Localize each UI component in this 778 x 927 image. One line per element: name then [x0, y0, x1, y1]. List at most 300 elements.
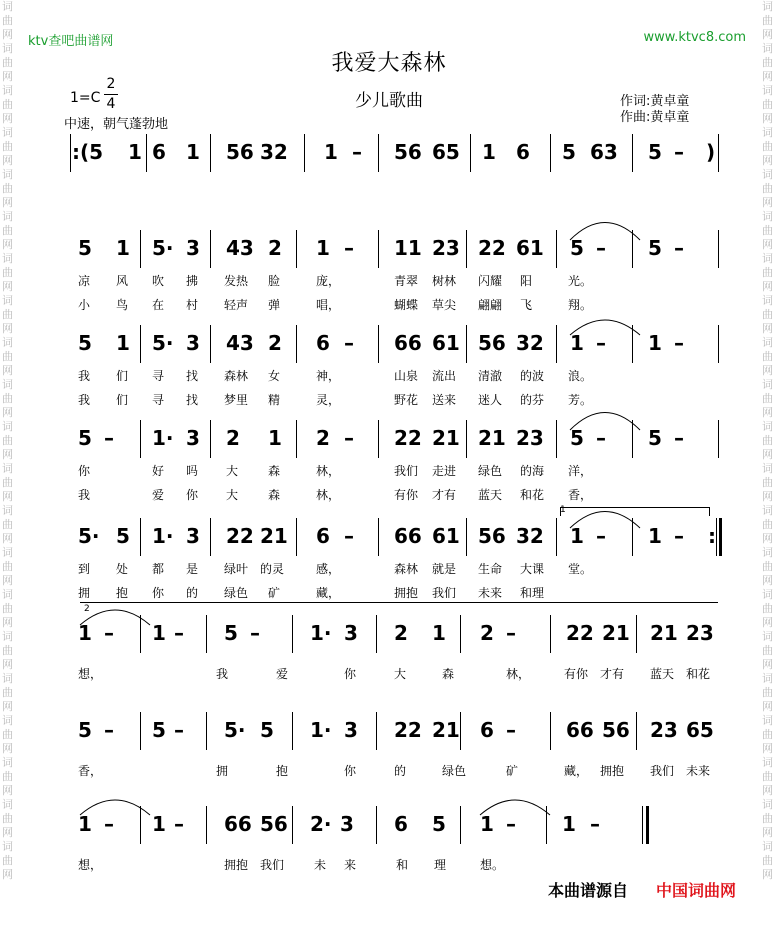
repeat-barline — [716, 518, 717, 556]
note: 6 — [316, 331, 330, 355]
note: 5 — [116, 524, 130, 548]
note: 65 — [432, 140, 460, 164]
lyric: 藏， — [316, 586, 341, 600]
watermark-right: 词曲网词曲网词曲网词曲网词曲网词曲网词曲网词曲网词曲网词曲网词曲网词曲网词曲网词曲网词曲网词曲网词曲网词曲网词曲网词曲网词曲网 — [762, 0, 773, 881]
note: 5 — [432, 812, 446, 836]
note: :(5 — [72, 140, 104, 164]
note: 1 — [570, 331, 584, 355]
note: 61 — [432, 524, 460, 548]
system-7 — [70, 712, 720, 800]
barline — [556, 420, 557, 458]
note: 56 — [478, 331, 506, 355]
lyric: 光。 — [568, 274, 593, 288]
notes-row — [70, 806, 720, 846]
lyric: 神， — [316, 369, 341, 383]
barline — [550, 712, 551, 750]
lyric: 的芬 — [520, 393, 545, 407]
note: 5 — [570, 426, 584, 450]
second-ending-number: 2 — [84, 604, 90, 614]
lyric: 你 — [186, 488, 199, 502]
lyric: 我们 — [432, 586, 457, 600]
note: 65 — [686, 718, 714, 742]
note: – — [104, 426, 114, 450]
note: 2 — [268, 331, 282, 355]
note: 5 — [152, 718, 166, 742]
lyric: 浪。 — [568, 369, 593, 383]
note: 21 — [478, 426, 506, 450]
note: 23 — [686, 621, 714, 645]
lyric: 青翠 — [394, 274, 419, 288]
note: 1 — [648, 331, 662, 355]
note: 21 — [650, 621, 678, 645]
barline — [632, 230, 633, 268]
note: – — [250, 621, 260, 645]
lyric: 送来 — [432, 393, 457, 407]
lyric: 香， — [78, 764, 103, 778]
note: 1 — [268, 426, 282, 450]
barline — [632, 420, 633, 458]
note: 32 — [260, 140, 288, 164]
notes-row — [70, 230, 720, 270]
lyric: 想。 — [480, 858, 505, 872]
note: 6 — [480, 718, 494, 742]
lyric: 感， — [316, 562, 341, 576]
lyric: 翩翩 — [478, 298, 503, 312]
note: 21 — [432, 426, 460, 450]
system-4 — [70, 420, 720, 508]
lyric: 翔。 — [568, 298, 593, 312]
note: 2 — [268, 236, 282, 260]
lyric: 我 — [78, 369, 91, 383]
final-barline-thick — [646, 806, 649, 844]
note: – — [596, 236, 606, 260]
lyric: 我们 — [394, 464, 419, 478]
lyric: 矿 — [506, 764, 519, 778]
lyric: 森林 — [394, 562, 419, 576]
note: 66 — [394, 524, 422, 548]
source-label: 本曲谱源自 — [548, 881, 629, 900]
lyrics-verse-2 — [70, 389, 720, 413]
note: 2 — [480, 621, 494, 645]
note: 5 — [562, 140, 576, 164]
lyric: 闪耀 — [478, 274, 503, 288]
lyric: 未 — [314, 858, 327, 872]
lyric: 风 — [116, 274, 129, 288]
lyric: 和 — [396, 858, 409, 872]
note: 5 — [260, 718, 274, 742]
note: – — [596, 524, 606, 548]
barline — [632, 325, 633, 363]
lyric: 找 — [186, 393, 199, 407]
note: – — [104, 812, 114, 836]
note: 1 — [482, 140, 496, 164]
note: 5 — [78, 236, 92, 260]
lyric: 绿色 — [224, 586, 249, 600]
lyrics-verse-1 — [70, 270, 720, 294]
source-site-link[interactable]: 中国词曲网 — [656, 881, 737, 900]
note: – — [674, 524, 684, 548]
notes-row — [70, 420, 720, 460]
barline — [140, 615, 141, 653]
note: 22 — [394, 426, 422, 450]
note: 1 — [152, 812, 166, 836]
system-5 — [70, 518, 720, 606]
note: 43 — [226, 331, 254, 355]
lyric: 我 — [216, 667, 229, 681]
note: 5 — [78, 331, 92, 355]
lyric: 寻 — [152, 369, 165, 383]
barline — [140, 712, 141, 750]
barline — [296, 518, 297, 556]
barline — [466, 230, 467, 268]
note: 1· — [152, 426, 174, 450]
note: 5 — [648, 426, 662, 450]
note: 2 — [316, 426, 330, 450]
lyric: 森 — [268, 464, 281, 478]
note: 6 — [316, 524, 330, 548]
barline — [206, 806, 207, 844]
lyric: 芳。 — [568, 393, 593, 407]
lyric: 绿叶 — [224, 562, 249, 576]
lyric: 寻 — [152, 393, 165, 407]
system-2 — [70, 230, 720, 318]
note: 61 — [516, 236, 544, 260]
lyric: 拥抱 — [600, 764, 625, 778]
notes-row — [70, 518, 720, 558]
lyric: 香， — [568, 488, 593, 502]
barline — [210, 518, 211, 556]
barline — [296, 325, 297, 363]
note: 3 — [186, 426, 200, 450]
note: 21 — [602, 621, 630, 645]
note: – — [174, 718, 184, 742]
lyrics-verse-1 — [70, 558, 720, 582]
note: 5 — [648, 236, 662, 260]
note: 3 — [186, 524, 200, 548]
note: – — [352, 140, 362, 164]
lyric: 的海 — [520, 464, 545, 478]
note: 61 — [432, 331, 460, 355]
note: 56 — [602, 718, 630, 742]
lyric: 好 — [152, 464, 165, 478]
note: – — [674, 426, 684, 450]
barline — [376, 615, 377, 653]
notes-row — [70, 712, 720, 752]
lyric: 梦里 — [224, 393, 249, 407]
lyric: 森 — [442, 667, 455, 681]
lyric: 的灵 — [260, 562, 285, 576]
lyric: 生命 — [478, 562, 503, 576]
barline — [140, 230, 141, 268]
note: 3 — [344, 718, 358, 742]
composer: 作曲:黄卓童 — [620, 110, 690, 125]
lyric: 森 — [268, 488, 281, 502]
lyric: 抱 — [116, 586, 129, 600]
lyric: 轻声 — [224, 298, 249, 312]
note: 11 — [394, 236, 422, 260]
barline — [304, 134, 305, 172]
lyric: 拥抱 — [394, 586, 419, 600]
note: – — [104, 621, 114, 645]
note: – — [344, 524, 354, 548]
barline — [296, 420, 297, 458]
lyric: 大 — [394, 667, 407, 681]
lyric: 弹 — [268, 298, 281, 312]
lyric: 林， — [316, 488, 341, 502]
lyric: 阳 — [520, 274, 533, 288]
note: – — [104, 718, 114, 742]
note: – — [596, 426, 606, 450]
lyric: 脸 — [268, 274, 281, 288]
note: 5· — [224, 718, 246, 742]
barline — [292, 712, 293, 750]
lyric: 你 — [78, 464, 91, 478]
barline — [556, 325, 557, 363]
lyric: 们 — [116, 393, 129, 407]
note: – — [674, 140, 684, 164]
note: 56 — [394, 140, 422, 164]
barline — [718, 420, 719, 458]
barline — [378, 518, 379, 556]
note: 6 — [394, 812, 408, 836]
lyric: 和理 — [520, 586, 545, 600]
note: 56 — [260, 812, 288, 836]
lyric: 走进 — [432, 464, 457, 478]
first-ending-number: 1 — [560, 505, 566, 515]
note: 21 — [260, 524, 288, 548]
lyrics-verse-2 — [70, 294, 720, 318]
note: 2 — [394, 621, 408, 645]
notes-row — [70, 325, 720, 365]
note: – — [344, 331, 354, 355]
lyric: 唱， — [316, 298, 341, 312]
note: 22 — [394, 718, 422, 742]
lyrics-verse-2 — [70, 484, 720, 508]
barline — [146, 134, 147, 172]
barline — [556, 518, 557, 556]
note: 1 — [78, 621, 92, 645]
barline — [140, 518, 141, 556]
repeat-dots: : — [708, 524, 716, 548]
lyric: 我 — [78, 488, 91, 502]
lyric: 蝴蝶 — [394, 298, 419, 312]
barline — [718, 230, 719, 268]
lyricist: 作词:黄卓童 — [620, 94, 690, 109]
lyric: 草尖 — [432, 298, 457, 312]
lyric: 蓝天 — [650, 667, 675, 681]
barline — [140, 325, 141, 363]
lyric: 想， — [78, 667, 103, 681]
barline — [460, 615, 461, 653]
lyric: 未来 — [478, 586, 503, 600]
lyric: 灵， — [316, 393, 341, 407]
note: 22 — [478, 236, 506, 260]
repeat-barline-thick — [719, 518, 722, 556]
barline — [376, 712, 377, 750]
lyric: 林， — [506, 667, 531, 681]
lyric: 和花 — [686, 667, 711, 681]
barline — [460, 712, 461, 750]
note: 5 — [78, 718, 92, 742]
lyric: 有你 — [394, 488, 419, 502]
note: – — [506, 621, 516, 645]
lyric: 吗 — [186, 464, 199, 478]
lyric: 飞 — [520, 298, 533, 312]
lyric: 找 — [186, 369, 199, 383]
note: 66 — [566, 718, 594, 742]
note: 22 — [226, 524, 254, 548]
note: 1 — [480, 812, 494, 836]
barline — [470, 134, 471, 172]
lyric: 林， — [316, 464, 341, 478]
note: 1 — [116, 236, 130, 260]
lyric: 你 — [344, 667, 357, 681]
lyric: 就是 — [432, 562, 457, 576]
note: – — [344, 236, 354, 260]
note: 1· — [152, 524, 174, 548]
note: 1 — [186, 140, 200, 164]
lyric: 我们 — [650, 764, 675, 778]
note: – — [344, 426, 354, 450]
barline — [550, 615, 551, 653]
lyric: 你 — [152, 586, 165, 600]
note: 1 — [570, 524, 584, 548]
lyric: 小 — [78, 298, 91, 312]
note: 32 — [516, 524, 544, 548]
lyric: 树林 — [432, 274, 457, 288]
tempo-marking: 中速，朝气蓬勃地 — [64, 117, 169, 132]
note: 23 — [432, 236, 460, 260]
lyric: 拥 — [78, 586, 91, 600]
lyric: 洋， — [568, 464, 593, 478]
note: 5 — [224, 621, 238, 645]
lyric: 吹 — [152, 274, 165, 288]
lyric: 的波 — [520, 369, 545, 383]
note: – — [596, 331, 606, 355]
barline — [632, 518, 633, 556]
system-1 — [70, 134, 720, 174]
note: 1 — [316, 236, 330, 260]
lyric: 抱 — [276, 764, 289, 778]
lyric: 想， — [78, 858, 103, 872]
note: 43 — [226, 236, 254, 260]
note: 3 — [344, 621, 358, 645]
time-signature-top: 2 — [106, 76, 116, 92]
final-barline — [642, 806, 643, 844]
lyric: 拥抱 — [224, 858, 249, 872]
note: 66 — [224, 812, 252, 836]
watermark-left: 词曲网词曲网词曲网词曲网词曲网词曲网词曲网词曲网词曲网词曲网词曲网词曲网词曲网词曲网词曲网词曲网词曲网词曲网词曲网词曲网词曲网 — [2, 0, 13, 881]
barline — [296, 230, 297, 268]
lyric: 处 — [116, 562, 129, 576]
barline — [636, 712, 637, 750]
barline — [140, 420, 141, 458]
barline — [460, 806, 461, 844]
note: 5· — [152, 331, 174, 355]
barline — [466, 518, 467, 556]
lyric: 矿 — [268, 586, 281, 600]
note: 21 — [432, 718, 460, 742]
lyric: 大课 — [520, 562, 545, 576]
note: 5 — [570, 236, 584, 260]
note: 22 — [566, 621, 594, 645]
song-title: 我爱大森林 — [331, 51, 447, 76]
barline — [632, 134, 633, 172]
lyric: 堂。 — [568, 562, 593, 576]
lyrics-verse-1 — [70, 655, 720, 703]
barline — [292, 615, 293, 653]
note: – — [674, 331, 684, 355]
lyric: 们 — [116, 369, 129, 383]
barline — [466, 420, 467, 458]
note: 1 — [648, 524, 662, 548]
lyric: 鸟 — [116, 298, 129, 312]
note: 1 — [324, 140, 338, 164]
lyric: 藏， — [564, 764, 589, 778]
site-link-left[interactable]: ktv查吧曲谱网 — [28, 34, 114, 49]
lyric: 和花 — [520, 488, 545, 502]
lyric: 有你 — [564, 667, 589, 681]
barline — [718, 134, 719, 172]
lyric: 都 — [152, 562, 165, 576]
note: 66 — [394, 331, 422, 355]
lyric: 迷人 — [478, 393, 503, 407]
note: 5 — [78, 426, 92, 450]
key-signature: 1=C — [70, 90, 101, 106]
note: 1· — [310, 718, 332, 742]
lyric: 拂 — [186, 274, 199, 288]
lyric: 才有 — [432, 488, 457, 502]
note: 1 — [432, 621, 446, 645]
lyric: 森林 — [224, 369, 249, 383]
barline — [378, 134, 379, 172]
note: 6 — [152, 140, 166, 164]
note: 3 — [340, 812, 354, 836]
note: 63 — [590, 140, 618, 164]
lyric: 发热 — [224, 274, 249, 288]
lyrics-verse-1 — [70, 365, 720, 389]
lyric: 爱 — [276, 667, 289, 681]
note: ) — [706, 140, 716, 164]
lyrics-verse-2 — [70, 582, 720, 606]
site-link-right[interactable]: www.ktvc8.com — [643, 30, 746, 45]
note: 1 — [152, 621, 166, 645]
lyric: 你 — [344, 764, 357, 778]
lyric: 绿色 — [478, 464, 503, 478]
lyric: 女 — [268, 369, 281, 383]
barline — [466, 325, 467, 363]
lyric: 理 — [434, 858, 447, 872]
barline — [140, 806, 141, 844]
lyric: 的 — [394, 764, 407, 778]
note: 1 — [78, 812, 92, 836]
barline — [378, 325, 379, 363]
lyrics-verse-1 — [70, 752, 720, 800]
repeat-barline — [70, 134, 71, 172]
lyric: 到 — [78, 562, 91, 576]
barline — [292, 806, 293, 844]
barline — [206, 712, 207, 750]
lyric: 野花 — [394, 393, 419, 407]
barline — [550, 134, 551, 172]
lyric: 爱 — [152, 488, 165, 502]
lyric: 未来 — [686, 764, 711, 778]
lyric: 我们 — [260, 858, 285, 872]
lyric: 拥 — [216, 764, 229, 778]
note: 3 — [186, 236, 200, 260]
lyric: 清澈 — [478, 369, 503, 383]
lyric: 来 — [344, 858, 357, 872]
